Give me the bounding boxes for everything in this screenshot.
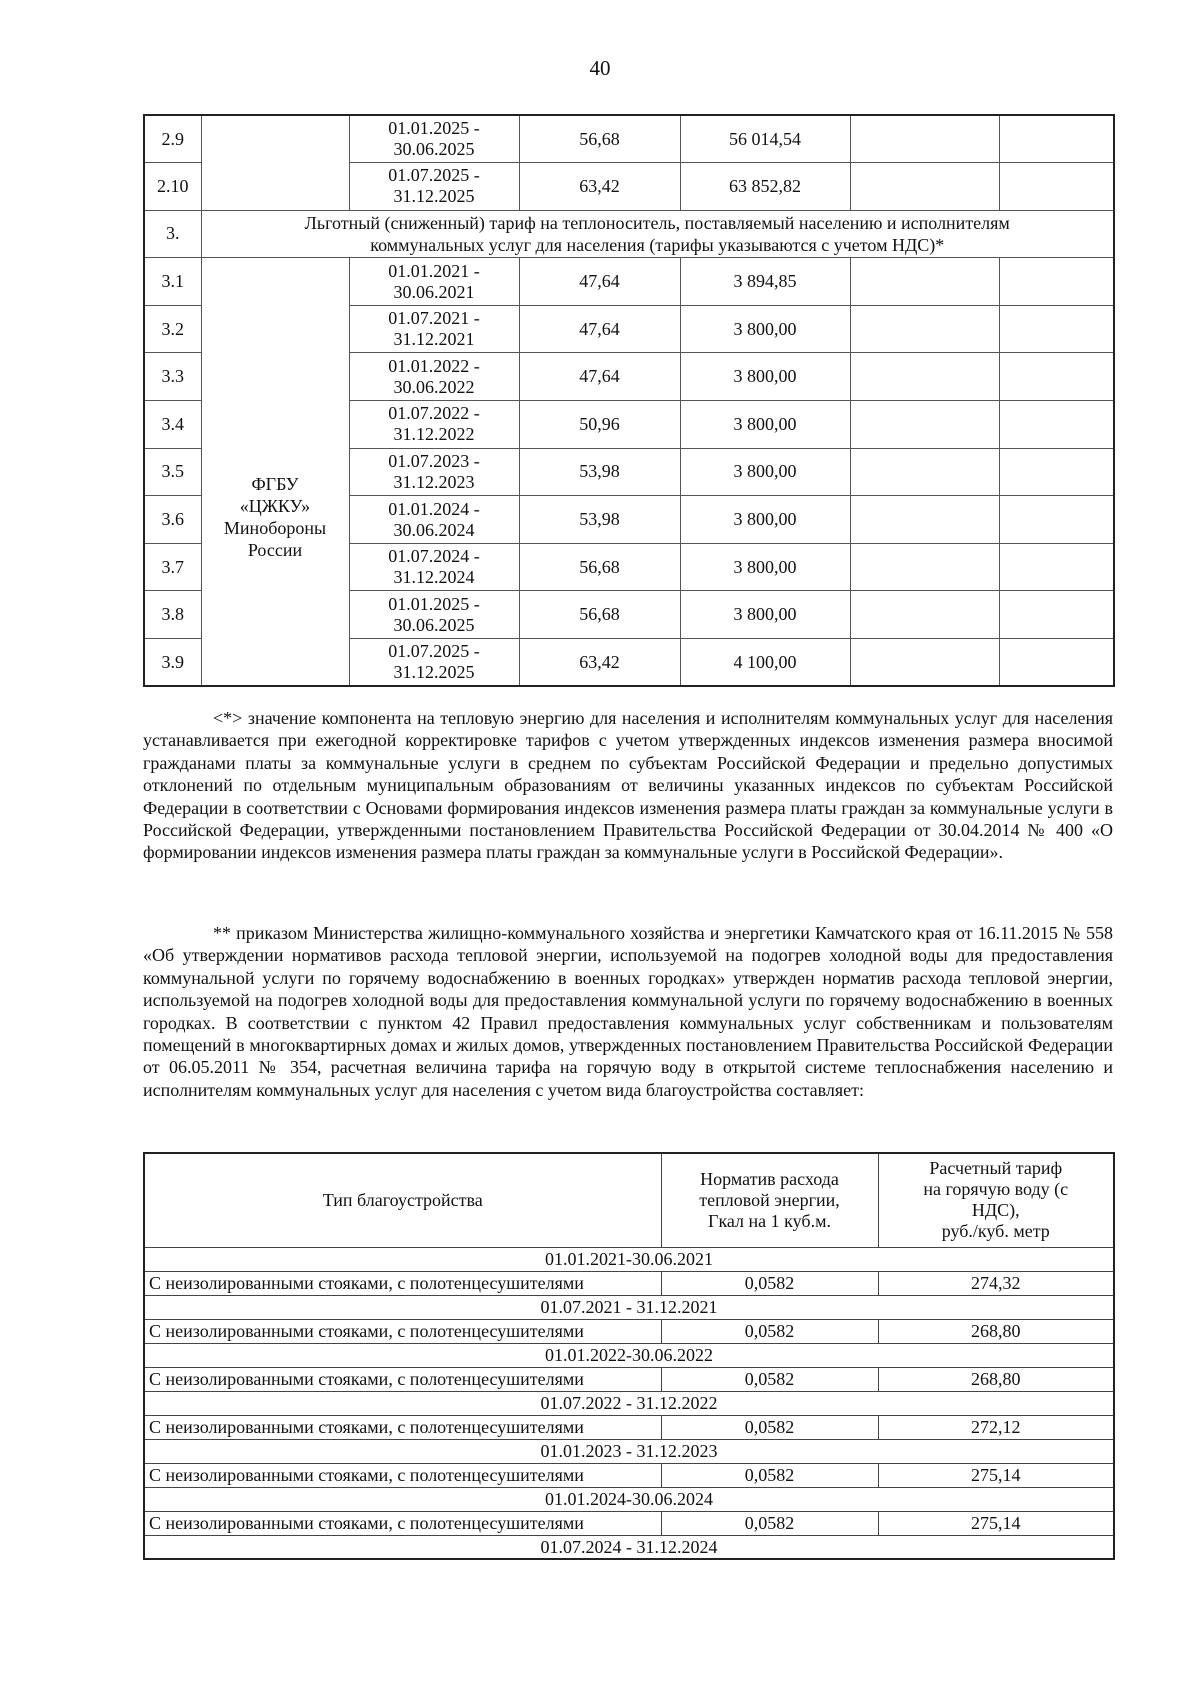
type-cell: С неизолированными стояками, с полотенцесушителями <box>144 1415 661 1439</box>
tariff-cell: 268,80 <box>878 1367 1114 1391</box>
org-line: «ЦЖКУ» <box>239 495 311 516</box>
tariff-cell: 272,12 <box>878 1415 1114 1439</box>
type-cell: С неизолированными стояками, с полотенцесушителями <box>144 1511 661 1535</box>
period-label: 01.07.2022 - 31.12.2022 <box>144 1391 1114 1415</box>
table-row <box>144 1271 1114 1295</box>
norm-cell: 0,0582 <box>661 1271 878 1295</box>
period-row <box>144 1343 1114 1367</box>
period-cell: 01.07.2022 - 31.12.2022 <box>349 401 519 449</box>
table-row <box>144 115 1114 163</box>
row-number: 3.1 <box>144 258 201 306</box>
table-row <box>144 1463 1114 1487</box>
tariff-cell: 275,14 <box>878 1511 1114 1535</box>
value3-cell <box>850 496 999 544</box>
organization-cell-empty <box>201 115 349 210</box>
period-cell: 01.07.2023 - 31.12.2023 <box>349 448 519 496</box>
norm-cell: 0,0582 <box>661 1511 878 1535</box>
period-cell: 01.01.2025 - 30.06.2025 <box>349 115 519 163</box>
row-number: 3.5 <box>144 448 201 496</box>
value4-cell <box>999 401 1114 449</box>
period-label: 01.07.2024 - 31.12.2024 <box>144 1535 1114 1559</box>
value4-cell <box>999 258 1114 306</box>
value4-cell <box>999 448 1114 496</box>
value2-cell: 3 800,00 <box>680 305 850 353</box>
header-tariff: Расчетный тариф на горячую воду (с НДС), руб./куб. метр <box>878 1153 1114 1247</box>
period-label: 01.01.2022-30.06.2022 <box>144 1343 1114 1367</box>
row-number: 2.10 <box>144 163 201 211</box>
period-row <box>144 1295 1114 1319</box>
type-cell: С неизолированными стояками, с полотенцесушителями <box>144 1367 661 1391</box>
value4-cell <box>999 543 1114 591</box>
value1-cell: 53,98 <box>519 448 680 496</box>
section-header-row <box>144 210 1114 258</box>
value4-cell <box>999 639 1114 687</box>
row-number: 2.9 <box>144 115 201 163</box>
footnote-double-asterisk: ** приказом Министерства жилищно-коммунального хозяйства и энергетики Камчатского края от 16.11.2015 № 558 «Об утверждении нормативов расхода тепловой энергии, используемой на подогрев холодной воды для предоставления коммунальной услуги по горячему водоснабжению в военных городках» утвержден норматив расхода тепловой энергии, используемой на подогрев холодной воды для предоставления коммунальной услуги по горячему водоснабжению в военных городках. В соответствии с пунктом 42 Правил предоставления коммунальных услуг собственникам и пользователям помещений в многоквартирных домах и жилых домов, утвержденных постановлением Правительства Российской Федерации от 06.05.2011 № 354, расчетная величина тарифа на горячую воду в открытой системе теплоснабжения населению и исполнителям коммунальных услуг для населения с учетом вида благоустройства составляет: <box>143 923 1113 1100</box>
value2-cell: 4 100,00 <box>680 639 850 687</box>
value4-cell <box>999 353 1114 401</box>
period-label: 01.07.2021 - 31.12.2021 <box>144 1295 1114 1319</box>
value3-cell <box>850 163 999 211</box>
page-number: 40 <box>589 56 611 80</box>
value4-cell <box>999 496 1114 544</box>
period-row <box>144 1391 1114 1415</box>
footnote-asterisk: <*> значение компонента на тепловую энергию для населения и исполнителям коммунальных услуг для населения устанавливается при ежегодной корректировке тарифов с учетом утвержденных индексов изменения размера вносимой гражданами платы за коммунальные услуги в среднем по субъектам Российской Федерации и предельно допустимых отклонений по отдельным муниципальным образованиям от величины указанных индексов по субъектам Российской Федерации в соответствии с Основами формирования индексов изменения размера платы граждан за коммунальные услуги в Российской Федерации, утвержденными постановлением Правительства Российской Федерации от 30.04.2014 № 400 «О формировании индексов изменения размера платы граждан за коммунальные услуги в Российской Федерации». <box>143 708 1113 863</box>
value1-cell: 56,68 <box>519 543 680 591</box>
value3-cell <box>850 543 999 591</box>
norm-cell: 0,0582 <box>661 1415 878 1439</box>
row-number: 3.3 <box>144 353 201 401</box>
period-row <box>144 1247 1114 1271</box>
value2-cell: 3 800,00 <box>680 401 850 449</box>
section-number: 3. <box>144 210 201 258</box>
row-number: 3.7 <box>144 543 201 591</box>
section-title: Льготный (сниженный) тариф на теплоноситель, поставляемый населению и исполнителям коммунальных услуг для населения (тарифы указываются с учетом НДС)* <box>201 210 1114 258</box>
period-cell: 01.07.2025 - 31.12.2025 <box>349 163 519 211</box>
value2-cell: 56 014,54 <box>680 115 850 163</box>
org-line: ФГБУ <box>251 473 299 494</box>
norm-cell: 0,0582 <box>661 1463 878 1487</box>
value4-cell <box>999 163 1114 211</box>
value3-cell <box>850 258 999 306</box>
period-cell: 01.07.2021 - 31.12.2021 <box>349 305 519 353</box>
value4-cell <box>999 115 1114 163</box>
row-number: 3.8 <box>144 591 201 639</box>
table-row <box>144 1367 1114 1391</box>
tariff-cell: 275,14 <box>878 1463 1114 1487</box>
tariff-table <box>143 114 1115 687</box>
org-line: Минобороны <box>223 517 327 538</box>
value1-cell: 63,42 <box>519 163 680 211</box>
value1-cell: 50,96 <box>519 401 680 449</box>
value2-cell: 3 800,00 <box>680 496 850 544</box>
row-number: 3.2 <box>144 305 201 353</box>
value1-cell: 53,98 <box>519 496 680 544</box>
table-row <box>144 1511 1114 1535</box>
row-number: 3.9 <box>144 639 201 687</box>
organization-cell <box>201 258 349 686</box>
period-label: 01.01.2023 - 31.12.2023 <box>144 1439 1114 1463</box>
period-cell: 01.07.2024 - 31.12.2024 <box>349 543 519 591</box>
value3-cell <box>850 591 999 639</box>
value1-cell: 63,42 <box>519 639 680 687</box>
value1-cell: 47,64 <box>519 353 680 401</box>
value3-cell <box>850 448 999 496</box>
value3-cell <box>850 401 999 449</box>
value4-cell <box>999 305 1114 353</box>
norm-cell: 0,0582 <box>661 1367 878 1391</box>
table-row <box>144 258 1114 306</box>
period-cell: 01.01.2022 - 30.06.2022 <box>349 353 519 401</box>
value2-cell: 3 800,00 <box>680 591 850 639</box>
header-norm: Норматив расхода тепловой энергии, Гкал на 1 куб.м. <box>661 1153 878 1247</box>
value1-cell: 47,64 <box>519 258 680 306</box>
type-cell: С неизолированными стояками, с полотенцесушителями <box>144 1271 661 1295</box>
tariff-cell: 268,80 <box>878 1319 1114 1343</box>
value3-cell <box>850 639 999 687</box>
period-cell: 01.01.2024 - 30.06.2024 <box>349 496 519 544</box>
value4-cell <box>999 591 1114 639</box>
period-label: 01.01.2024-30.06.2024 <box>144 1487 1114 1511</box>
period-row <box>144 1487 1114 1511</box>
value2-cell: 63 852,82 <box>680 163 850 211</box>
value2-cell: 3 800,00 <box>680 448 850 496</box>
value3-cell <box>850 305 999 353</box>
norm-cell: 0,0582 <box>661 1319 878 1343</box>
tariff-cell: 274,32 <box>878 1271 1114 1295</box>
row-number: 3.4 <box>144 401 201 449</box>
hot-water-tariff-table <box>143 1152 1115 1560</box>
value2-cell: 3 800,00 <box>680 353 850 401</box>
type-cell: С неизолированными стояками, с полотенцесушителями <box>144 1319 661 1343</box>
value3-cell <box>850 115 999 163</box>
table-row <box>144 1415 1114 1439</box>
value3-cell <box>850 353 999 401</box>
header-type: Тип благоустройства <box>144 1153 661 1247</box>
value1-cell: 56,68 <box>519 115 680 163</box>
period-row <box>144 1535 1114 1559</box>
value2-cell: 3 800,00 <box>680 543 850 591</box>
type-cell: С неизолированными стояками, с полотенцесушителями <box>144 1463 661 1487</box>
row-number: 3.6 <box>144 496 201 544</box>
period-cell: 01.07.2025 - 31.12.2025 <box>349 639 519 687</box>
value2-cell: 3 894,85 <box>680 258 850 306</box>
period-row <box>144 1439 1114 1463</box>
period-label: 01.01.2021-30.06.2021 <box>144 1247 1114 1271</box>
value1-cell: 56,68 <box>519 591 680 639</box>
period-cell: 01.01.2025 - 30.06.2025 <box>349 591 519 639</box>
table-header-row <box>144 1153 1114 1247</box>
org-line: России <box>247 539 303 560</box>
period-cell: 01.01.2021 - 30.06.2021 <box>349 258 519 306</box>
table-row <box>144 1319 1114 1343</box>
value1-cell: 47,64 <box>519 305 680 353</box>
